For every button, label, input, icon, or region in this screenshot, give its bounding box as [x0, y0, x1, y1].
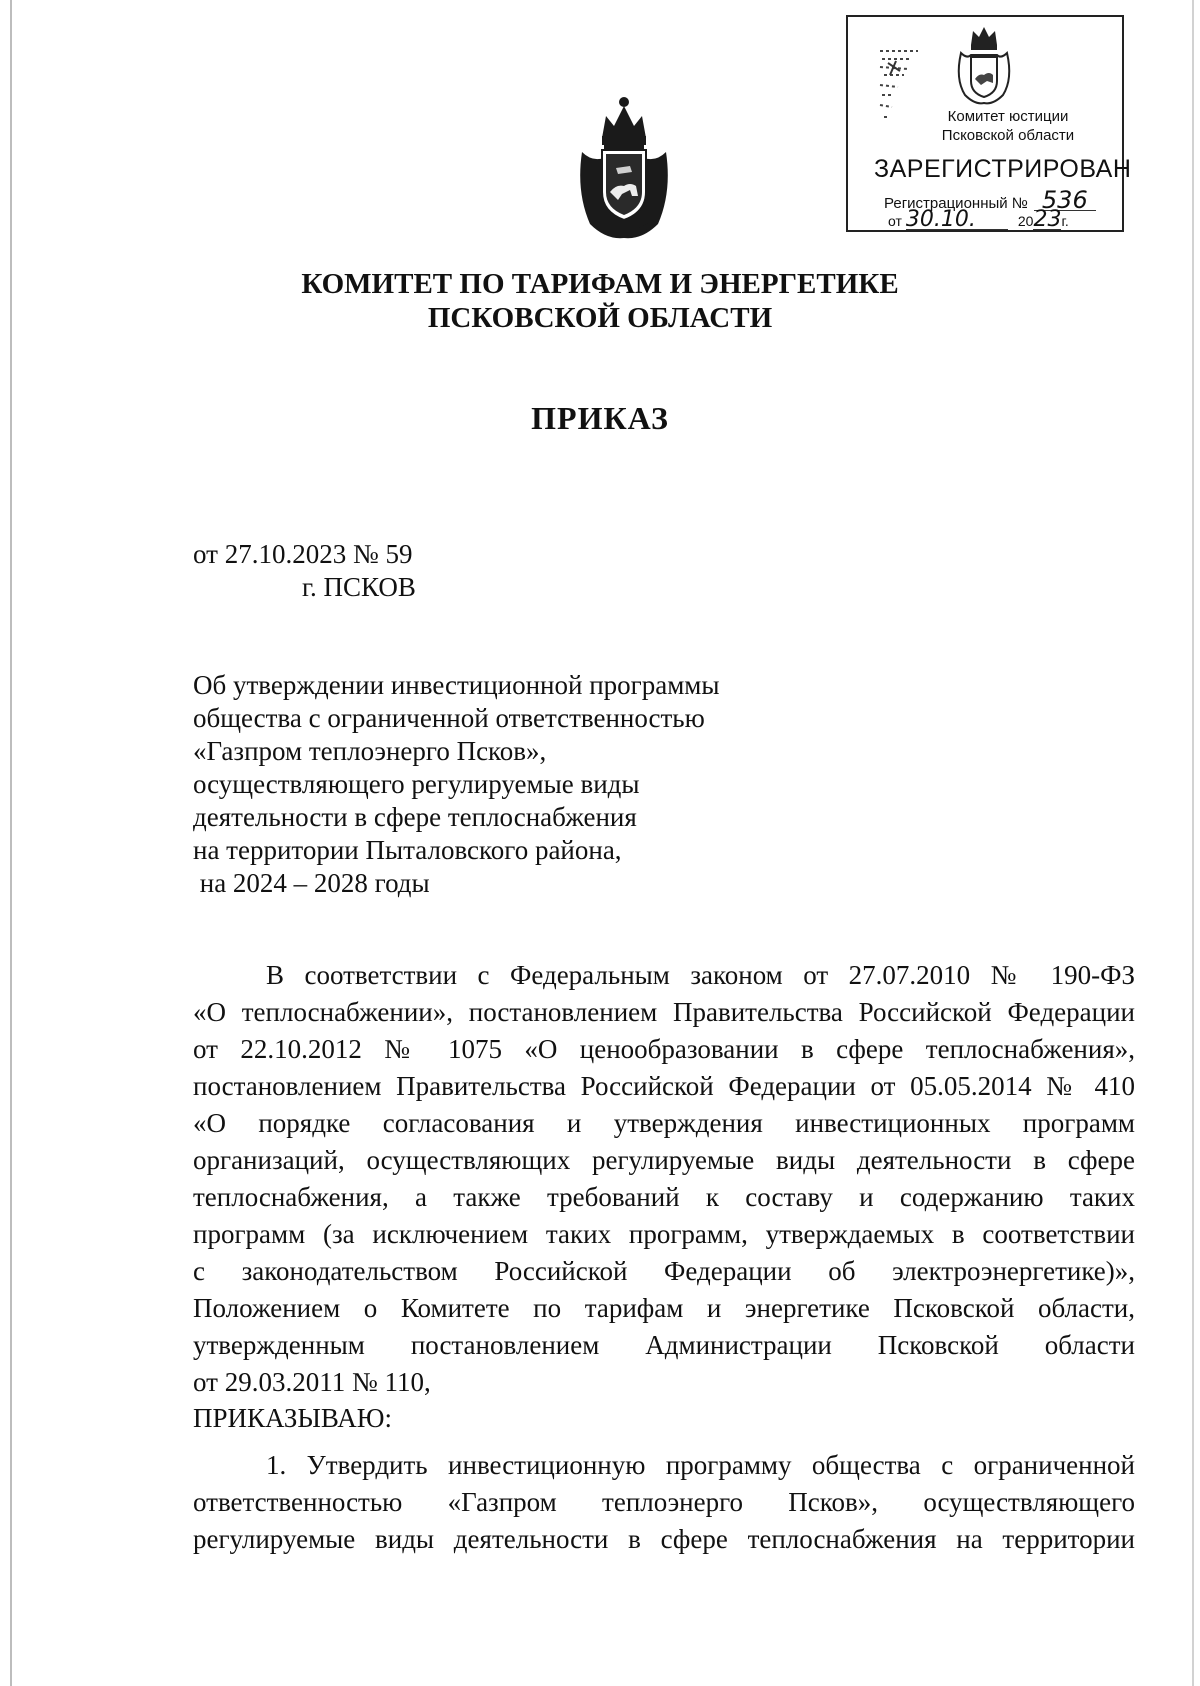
org-name-line2: ПСКОВСКОЙ ОБЛАСТИ — [427, 302, 773, 334]
stamp-agency-line2: Псковской области — [941, 127, 1075, 144]
preamble-line: Положением о Комитете по тарифам и энергетике Псковской области, — [193, 1293, 1135, 1323]
stamp-date: 30.10. — [906, 211, 1008, 230]
item-line: ответственностью «Газпром теплоэнерго Псков», осуществляющего — [193, 1487, 1135, 1517]
stamp-status: ЗАРЕГИСТРИРОВАН — [874, 155, 1132, 183]
subject-line: осуществляющего регулируемые виды — [193, 769, 640, 799]
stamp-agency-line1: Комитет юстиции — [947, 108, 1069, 125]
document-type-title: ПРИКАЗ — [531, 400, 669, 436]
document-city: г. ПСКОВ — [302, 572, 416, 602]
subject-line: Об утверждении инвестиционной программы — [193, 670, 720, 700]
preamble-line: «О теплоснабжении», постановлением Правительства Российской Федерации — [193, 997, 1135, 1027]
subject-line: общества с ограниченной ответственностью — [193, 703, 705, 733]
item-line: регулируемые виды деятельности в сфере теплоснабжения на территории — [193, 1524, 1135, 1554]
preamble-line: с законодательством Российской Федерации об электроэнергетике)», — [193, 1256, 1135, 1286]
order-word: ПРИКАЗЫВАЮ: — [193, 1403, 392, 1433]
stamp-coat-of-arms-icon — [953, 23, 1015, 107]
preamble-line: от 22.10.2012 № 1075 «О ценообразовании в сфере теплоснабжения», — [193, 1034, 1135, 1064]
stamp-year: 23 — [1033, 207, 1062, 232]
org-name-line1: КОМИТЕТ ПО ТАРИФАМ И ЭНЕРГЕТИКЕ — [301, 268, 899, 300]
document-date-number: от 27.10.2023 № 59 — [193, 539, 413, 569]
coat-of-arms-icon — [572, 92, 676, 242]
preamble-line: теплоснабжения, а также требований к составу и содержанию таких — [193, 1182, 1135, 1212]
preamble-line: постановлением Правительства Российской Федерации от 05.05.2014 № 410 — [193, 1071, 1135, 1101]
stamp-date-prefix: от — [888, 213, 902, 229]
preamble-line: утвержденным постановлением Администрации Псковской области — [193, 1330, 1135, 1360]
item-line: 1. Утвердить инвестиционную программу общества с ограниченной — [266, 1450, 1135, 1480]
scan-right-edge — [1192, 0, 1194, 1686]
subject-line: деятельности в сфере теплоснабжения — [193, 802, 637, 832]
preamble-line: В соответствии с Федеральным законом от 27.07.2010 № 190-ФЗ — [266, 960, 1135, 990]
stamp-reg-number: 536 — [1034, 190, 1096, 211]
subject-line: «Газпром теплоэнерго Псков», — [193, 736, 547, 766]
stamp-year-suffix: г. — [1061, 213, 1069, 229]
preamble-line: организаций, осуществляющих регулируемые виды деятельности в сфере — [193, 1145, 1135, 1175]
preamble-line: программ (за исключением таких программ, утверждаемых в соответствии — [193, 1219, 1135, 1249]
preamble-line: «О порядке согласования и утверждения инвестиционных программ — [193, 1108, 1135, 1138]
preamble-line: от 29.03.2011 № 110, — [193, 1367, 431, 1397]
stamp-year-prefix: 20 — [1017, 213, 1034, 229]
subject-line: на территории Пыталовского района, — [193, 835, 622, 865]
subject-line: на 2024 – 2028 годы — [193, 868, 430, 898]
stamp-date-row — [888, 207, 1069, 232]
scan-left-edge — [10, 0, 12, 1686]
stamp-reg-label: Регистрационный № — [884, 195, 1028, 212]
registration-stamp — [846, 15, 1132, 232]
